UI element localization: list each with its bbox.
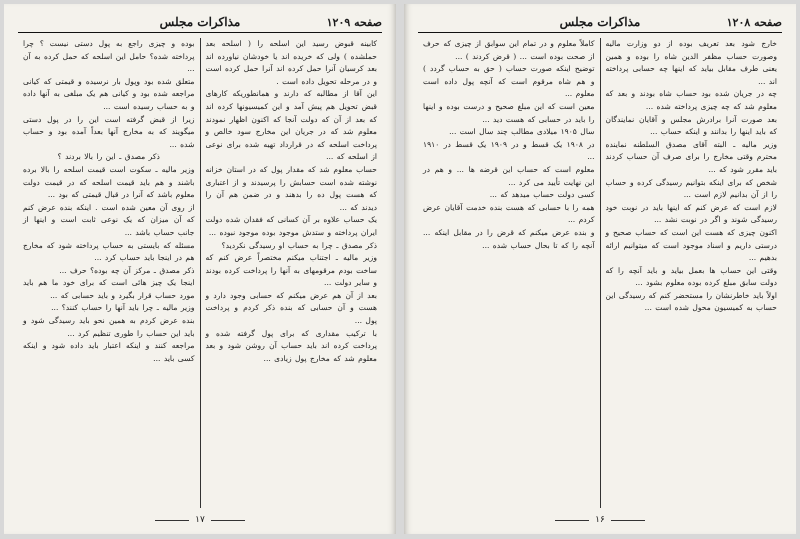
paragraph: بعد از آن هم عرض میکنم که حسابی وجود دارد و هست و آن حسابی که بنده ذکر کردم و پرداخت پول ... <box>205 290 377 326</box>
column-right <box>201 38 383 508</box>
paragraph: مراجعه کنند و اینکه اعتبار باید داده شود و اینکه کسی باید ... <box>23 341 195 363</box>
paragraph: وقتی این حساب ها بعمل بیاید و باید آنچه را که دولت سابق مبلغ کرده بوده معلوم بشود ... <box>605 265 777 288</box>
column-divider <box>200 38 201 508</box>
page-label: صفحه ۱۲۰۸ <box>726 15 782 29</box>
paragraph: معین است که این مبلغ صحیح و درست بوده و اینها را باید در حسابی که هست دید ... <box>423 101 595 124</box>
page-header <box>18 12 382 33</box>
paragraph: شخص که برای اینکه بتوانیم رسیدگی کرده و حساب را از آن بدانیم لازم است ... <box>605 177 777 200</box>
paragraph: بوده و چیزی راجع به پول دستی نیست ؟ چرا پرداخته شده؟ حامل این اسلحه که حمل کرده به آن ... <box>23 39 195 74</box>
paragraph: وزیر مالیه ـ چرا باید آنها را حساب کنند؟ ... <box>51 303 195 313</box>
column-left <box>18 38 200 508</box>
paragraph: بعد صورت آنرا برادرش مجلس و آقایان نمایندگان که باید اینها را بدانند و اینکه حساب ... <box>605 114 777 137</box>
page-header <box>418 12 782 33</box>
footer-rule <box>155 520 189 521</box>
paragraph: وزیر مالیه ـ البته آقای مصدق السلطنه نماینده محترم وقتی مخارج را برای صرف آن حساب کردند باید مقرر شود که ... <box>605 139 777 174</box>
page-title: مذاکرات مجلس <box>159 15 241 29</box>
text-columns <box>18 38 382 508</box>
column-right <box>601 38 783 508</box>
paragraph: کابینه قبوض رسید این اسلحه را ( اسلحه بعد حملشده ) ولی که خریده اند یا خودشان نیاورده اند بعد کرسیان آنرا حمل کرده اند آنرا حمل کرده است و در مرحله تحویل داده است . <box>205 39 377 86</box>
paragraph: با ترکیب مقداری که برای پول گرفته شده و پرداخت کرده اند باید حساب آن روشن شود و بعد معلوم شد که مخارج پول زیادی ... <box>205 328 377 363</box>
footer-rule <box>611 520 645 521</box>
paragraph: اینجا یک چیز هائی است که برای خود ما هم باید مورد حساب قرار بگیرد و باید حسابی که ... <box>23 278 195 300</box>
paragraph: کسی دولت حساب میدهد که ... <box>489 190 595 200</box>
paragraph: همه را با حسابی که هست بنده خدمت آقایان عرض کردم ... <box>423 202 595 225</box>
column-divider <box>600 38 601 508</box>
paragraph: یک حساب علاوه بر آن کسانی که فقدان شده دولت ایران پرداخته و ستدش موجود بوده موجود نبوده ... <box>205 215 377 237</box>
paragraph: اکنون چیزی که هست این است که حساب صحیح و درستی داریم و اسناد موجود است که میتوانیم ارائه بدهیم ... <box>605 227 777 263</box>
paragraph: ذکر مصدق ـ این را بالا بردند ؟ <box>57 152 160 162</box>
paragraph: متعلق شده بود وپول بار نرسیده و قیمتی که کیانی مراجعه شده بود و کیانی هم یک مبلغی به آنها داده و به حساب رسیده است ... <box>23 76 195 111</box>
column-left <box>418 38 600 508</box>
page-number: ۱۷ <box>195 515 205 525</box>
page-title: مذاکرات مجلس <box>559 15 641 29</box>
page-footer <box>404 514 796 526</box>
paragraph: و بنده عرض میکنم که قرض را در مقابل اینکه ... آنچه را که تا بحال حساب شده ... <box>423 227 595 250</box>
paragraph: مسئله که بایستی به حساب پرداخته شود که مخارج هم در اینجا باید حساب کرد ... <box>23 240 195 263</box>
paragraph: توضیح اینکه صورت حساب ( حق به حساب گردد ) و هم شاه مرقوم است که آنچه پول داده است معلوم ... <box>423 64 595 99</box>
paragraph: زیرا از قبض گرفته است این را در پول دستی میگویند که به مخارج آنها بعداً آمده بود و حساب شده ... <box>23 114 195 149</box>
paragraph: ذکر مصدق ـ مرکز آن چه بوده؟ حرف ... <box>59 265 195 275</box>
paragraph: ذکر مصدق ـ چرا به حساب او رسیدگی نکردید؟ <box>221 240 377 250</box>
paragraph: وزیر مالیه ـ اجتناب میکنم مختصراً عرض کنم که ساخت بودم مرقومهای به آنها را پرداخت کرده بودند و سایر دولت ... <box>205 253 377 288</box>
footer-rule <box>211 520 245 521</box>
right-page <box>404 4 796 534</box>
paragraph: لازم است که عرض کنم که اینها باید در نوبت خود رسیدگی شوند و اگر در نوبت نشد ... <box>605 202 777 225</box>
paragraph: این آقا از مطالبه که دارند و همانطوریکه کارهای قبض تحویل هم پیش آمد و این کمیسیونها کرده اند که بعد از آن که دولت آنجا که اکنون اظهار نمودند معلوم شد که در جریان این مخارج سود خالص و پرداخت اسلحه که در قرارداد تهیه شده برای نوعی از اسلحه که ... <box>205 89 377 162</box>
paragraph: کاملاً معلوم و در تمام این سوابق از چیزی که حرف از صحت بوده است ... ( قرض کردند ) ... <box>423 39 595 61</box>
paragraph: معلوم است که حساب این قرضه ها ... و هم در این نهایت تأیید می کرد ... <box>423 164 595 187</box>
page-footer <box>4 514 396 526</box>
paragraph: اولاً باید خاطرنشان را مستحضر کنم که رسیدگی این حساب به کمیسیون محول شده است ... <box>605 290 777 313</box>
paragraph: از روی آن معین شده است . اینکه بنده عرض کنم که آن میزان که یک نوعی ثابت است و اینها از جانب حساب باشد ... <box>23 202 195 237</box>
paragraph: حساب معلوم شد که مقدار پول که در استان خزانه نوشته شده است حسابش را پرسیدند و از اعتباری که هست پول ده را بدهند و در ضمن هم آن را دیدند که ... <box>205 164 377 212</box>
left-page <box>4 4 396 534</box>
footer-rule <box>555 520 589 521</box>
paragraph: سال ۱۹۰۵ میلادی مطالب چند سال است ... <box>449 127 595 137</box>
paragraph: بنده عرض کردم به همین نحو باید رسیدگی شود و باید این حساب را طوری تنظیم کرد ... <box>23 316 195 338</box>
page-number: ۱۶ <box>595 515 605 525</box>
text-columns <box>418 38 782 508</box>
page-label: صفحه ۱۲۰۹ <box>326 15 382 29</box>
paragraph: وزیر مالیه ـ سکوت است قیمت اسلحه را بالا برده باشند و هم باید قیمت اسلحه که در قیمت دولت معلوم باشد که آنرا در قبال قیمتی که بود ... <box>23 164 195 200</box>
paragraph: چه در جریان شده بود حساب شاه بودند و بعد که معلوم شد که چه چیزی پرداخته شده ... <box>605 89 777 111</box>
paragraph: خارج شود بعد تعریف بوده از دو وزارت مالیه وصورت حساب مظفر الدین شاه را بوده و همین یعنی طرف مقابل بیاید که اینها چه حسابی پرداخته اند ... <box>605 39 777 86</box>
paragraph: در ۱۹۰۸ یک قسط و در ۱۹۰۹ یک قسط در ۱۹۱۰ ... <box>423 139 595 162</box>
